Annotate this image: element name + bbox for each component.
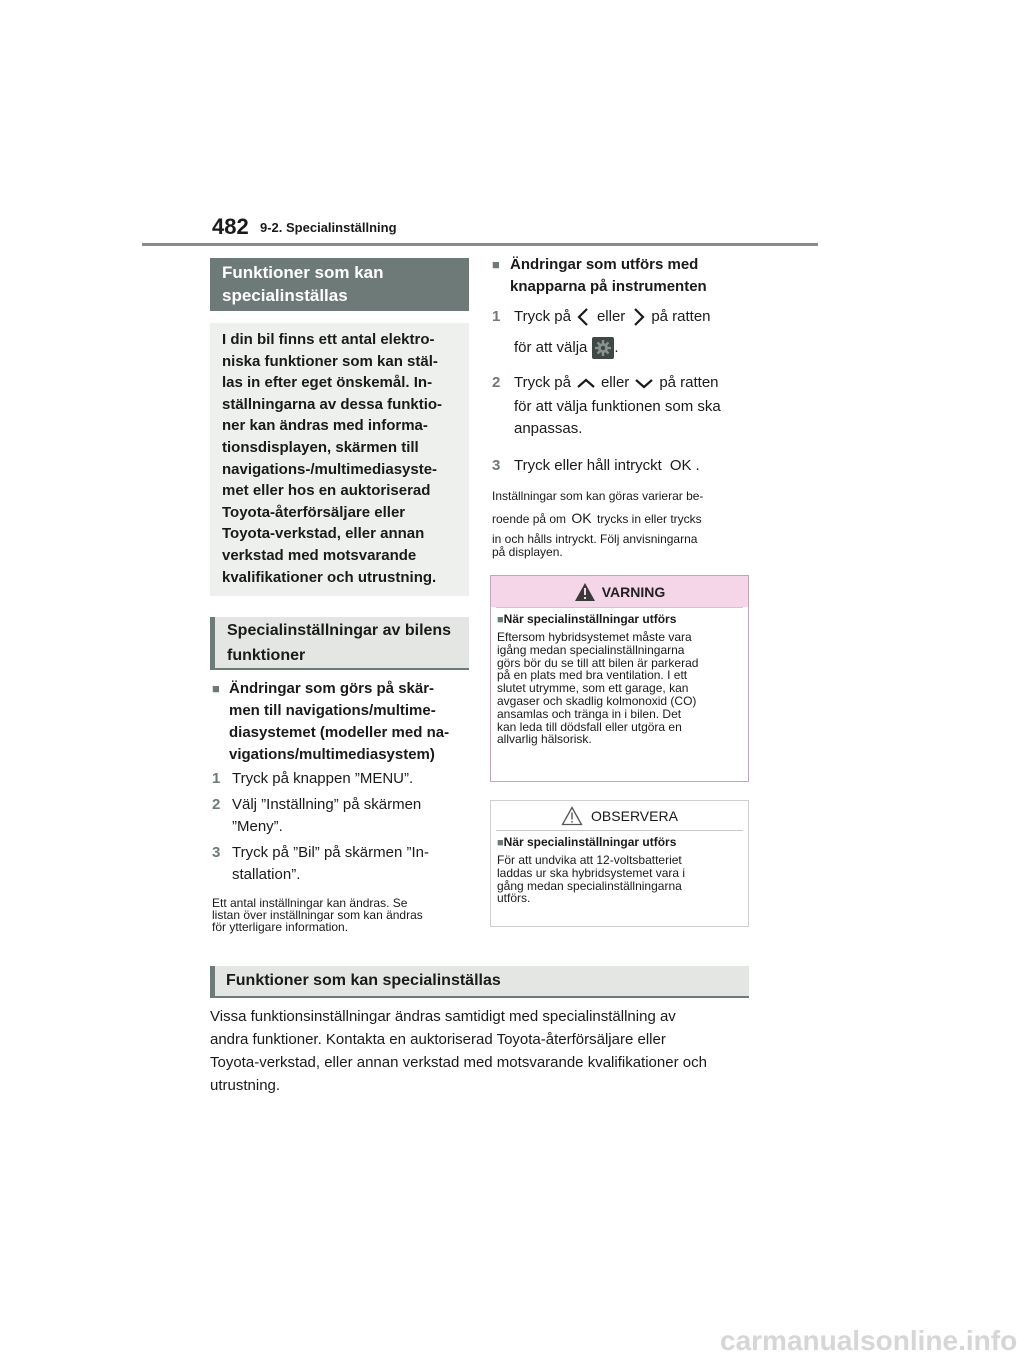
watermark: carmanualsonline.info	[720, 1325, 1017, 1356]
heading-functions: Funktioner som kan specialinställas	[210, 258, 469, 311]
intro-line: Toyota-verkstad, eller annan	[222, 525, 425, 543]
chevron-up-icon	[571, 372, 601, 394]
step-item: 1 Tryck på knappen ”MENU”.	[212, 770, 414, 787]
notice-box	[490, 800, 749, 927]
chevron-left-icon	[571, 306, 597, 328]
intro-line: verkstad med motsvarande	[222, 546, 417, 564]
heading-custom-settings: Specialinställningar av bilens funktioner	[210, 617, 469, 670]
square-bullet-icon: ■	[212, 681, 220, 696]
intro-line: las in efter eget önskemål. In-	[222, 374, 433, 392]
intro-line: tionsdisplayen, skärmen till	[222, 438, 419, 456]
intro-line: ner kan ändras med informa-	[222, 417, 428, 435]
ok-button-icon: OK	[669, 457, 692, 474]
heading-functions-bottom: Funktioner som kan specialinställas	[210, 966, 749, 998]
chevron-down-icon	[629, 372, 659, 394]
warning-title: VARNING	[601, 583, 666, 600]
header-rule	[142, 243, 818, 246]
subheading-instrument: ■ Ändringar som utförs med knapparna på instrumenten	[492, 256, 707, 295]
instrument-step-2: 2 Tryck på eller på ratten för att välja funktionen som ska anpassas.	[492, 374, 721, 437]
intro-line: niska funktioner som kan stäl-	[222, 352, 438, 370]
intro-box	[210, 323, 469, 596]
warning-header	[491, 576, 748, 607]
chevron-right-icon	[625, 306, 651, 328]
warning-box	[490, 575, 749, 782]
warning-triangle-icon	[574, 582, 596, 602]
square-bullet-icon: ■	[492, 257, 500, 272]
intro-line: I din bil finns ett antal elektro-	[222, 331, 435, 348]
page-number: 482	[212, 214, 249, 239]
intro-line: kvalifikationer och utrustning.	[222, 568, 437, 586]
warning-subheading: ■När specialinställningar utförs	[497, 612, 677, 626]
subheading-screen: ■ Ändringar som görs på skär- men till navigations/multime- diasystemet (modeller med na- vigations/multimediasystem)	[212, 680, 450, 763]
notice-title: OBSERVERA	[591, 807, 678, 824]
intro-line: navigations-/multimediasyste-	[222, 460, 438, 478]
settings-gear-icon	[592, 337, 614, 359]
caution-triangle-icon	[561, 806, 583, 826]
steps-list	[212, 768, 474, 886]
left-note: Ett antal inställningar kan ändras. Se listan över inställningar som kan ändras för ytterligare information.	[212, 896, 423, 934]
step-item: 3 Tryck på ”Bil” på skärmen ”In- stallation”.	[212, 844, 429, 883]
notice-text: För att undvika att 12-voltsbatteriet laddas ur ska hybridsystemet vara i gång medan specialinställningarna utförs.	[497, 853, 686, 906]
intro-line: ställningarna av dessa funktio-	[222, 395, 443, 413]
instrument-step-1: 1 Tryck på eller på ratten för att välja .	[492, 306, 750, 360]
instrument-step-3: 3 Tryck eller håll intryckt OK .	[492, 455, 750, 477]
step-item: 2 Välj ”Inställning” på skärmen ”Meny”.	[212, 796, 422, 835]
section-title: 9-2. Specialinställning	[260, 220, 397, 235]
notice-header	[491, 801, 748, 830]
intro-line: met eller hos en auktoriserad	[222, 482, 431, 500]
bottom-paragraph: Vissa funktionsinställningar ändras samtidigt med specialinställning av andra funktioner. Kontakta en auktoriserad Toyota-återförsäljare eller Toyota-verkstad, eller annan verkstad med motsvarande kvalifikationer och utrustning.	[210, 1008, 707, 1094]
right-note: Inställningar som kan göras varierar be- roende på om OK trycks in eller trycks in och hålls intryckt. Följ anvisningarna på displayen.	[492, 489, 704, 559]
ok-button-icon: OK	[571, 510, 592, 526]
intro-line: Toyota-återförsäljare eller	[222, 503, 406, 521]
warning-text: Eftersom hybridsystemet måste vara igång medan specialinställningarna görs bör du se till att bilen är parkerad på en plats med bra ventilation. I ett slutet utrymme, som ett garage, kan avgaser och skadlig kolmonoxid (CO) ansamlas och tränga in i bilen. Det kan leda till dödsfall eller utgöra en allvarlig hälsorisk.	[497, 630, 699, 747]
notice-subheading: ■När specialinställningar utförs	[497, 835, 677, 849]
